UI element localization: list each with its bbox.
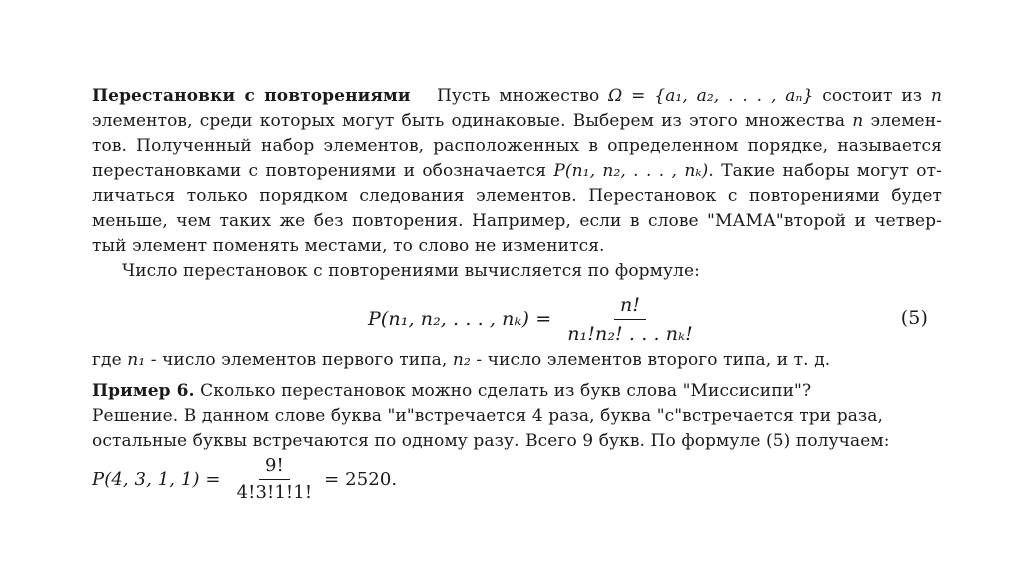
example-label: Пример 6. [92, 381, 195, 401]
document-body [92, 84, 942, 503]
example-block [92, 379, 942, 503]
definition-line-4-end: Такие наборы могут от- [721, 161, 942, 181]
result-formula [92, 456, 942, 503]
intro-text: Пусть множество [436, 86, 600, 106]
where-prefix: где [92, 350, 122, 370]
result-denominator: 4!3!1!1! [236, 482, 313, 503]
intro-text-after: состоит из [822, 86, 923, 106]
equation-number: (5) [900, 307, 928, 329]
set-expression: Ω = {a₁, a₂, . . . , aₙ} [608, 86, 814, 106]
definition-line-5: личаться только порядком следования элементов. Перестановок с повторениями будет [92, 186, 942, 206]
example-question-line [92, 379, 942, 404]
result-numerator: 9! [259, 456, 290, 480]
definition-paragraph [92, 84, 942, 259]
solution-line-2: остальные буквы встречаются по одному разу. Всего 9 букв. По формуле (5) получаем: [92, 431, 890, 451]
section-heading: Перестановки с повторениями [92, 86, 411, 106]
definition-line-6: меньше, чем таких же без повторения. Например, если в слове "МАМА"второй и четвер- [92, 211, 942, 231]
n2-variable: n₂ [452, 350, 471, 370]
example-question: Сколько перестановок можно сделать из букв слова "Миссисипи"? [200, 381, 812, 401]
formula-denominator: n₁!n₂! . . . nₖ! [567, 323, 693, 345]
where-mid-1: - число элементов первого типа, [150, 350, 448, 370]
formula-numerator: n! [614, 294, 646, 320]
formula-intro: Число перестановок с повторениями вычисляется по формуле: [122, 261, 700, 281]
solution-line-1: Решение. В данном слове буква "и"встречается 4 раза, буква "с"встречается три раза, [92, 406, 884, 426]
result-lhs: P(4, 3, 1, 1) = [92, 469, 221, 490]
where-mid-2: - число элементов второго типа, и т. д. [476, 350, 831, 370]
result-rhs: = 2520. [324, 469, 398, 490]
formula-lhs: P(n₁, n₂, . . . , nₖ) = [368, 308, 552, 330]
where-line [92, 348, 942, 373]
definition-line-3: тов. Полученный набор элементов, расположенных в определенном порядке, называется [92, 136, 942, 156]
definition-line-4-start: перестановками с повторениями и обозначается [92, 161, 547, 181]
formula-fraction [561, 294, 699, 345]
definition-line-2-end: элемен- [870, 111, 942, 131]
definition-line-7: тый элемент поменять местами, то слово не изменится. [92, 236, 605, 256]
definition-line-2: элементов, среди которых могут быть одинаковые. Выберем из этого множества [92, 111, 846, 131]
display-formula [92, 286, 942, 348]
n1-variable: n₁ [127, 350, 146, 370]
n-variable: n [930, 86, 943, 106]
result-fraction [231, 456, 319, 503]
n-variable-2: n [852, 111, 864, 131]
notation-expression: P(n₁, n₂, . . . , nₖ). [553, 161, 714, 181]
